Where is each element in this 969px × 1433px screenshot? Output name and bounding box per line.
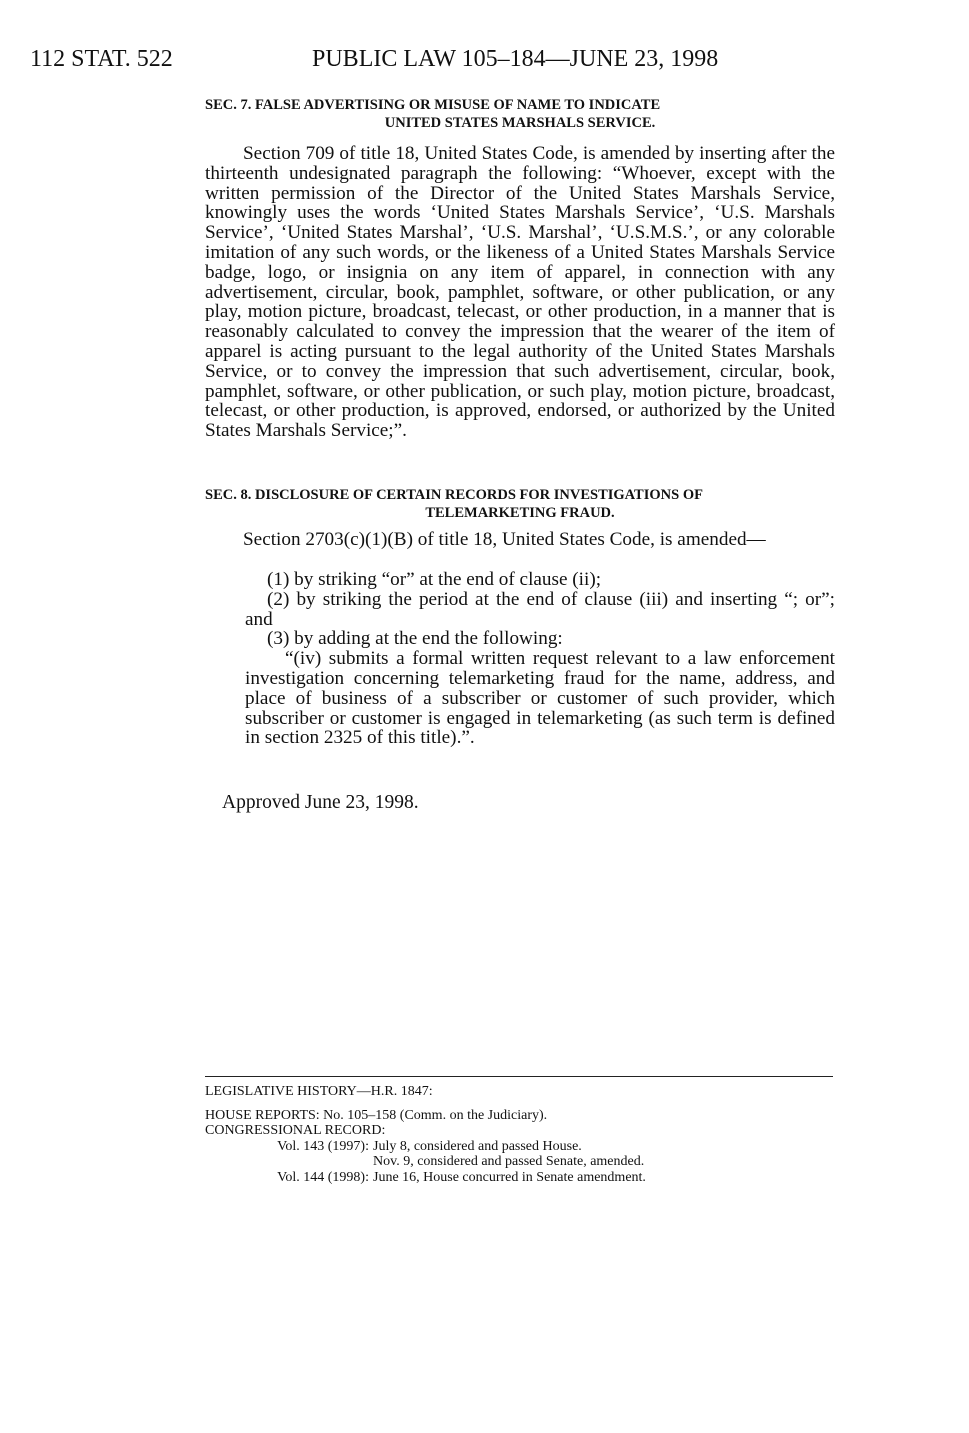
- record-volume: Vol. 143 (1997):: [277, 1138, 369, 1154]
- congressional-record-label: CONGRESSIONAL RECORD:: [205, 1123, 386, 1138]
- section-8-heading-line2: TELEMARKETING FRAUD.: [425, 505, 615, 521]
- clause-3: (3) by adding at the end the following:: [267, 628, 563, 650]
- section-8-heading: [205, 486, 835, 522]
- divider-rule: [205, 1076, 833, 1077]
- clause-2: (2) by striking the period at the end of clause (iii) and inserting “; or”; and: [245, 588, 835, 630]
- record-entry: [205, 1170, 833, 1186]
- section-7-heading: [205, 96, 835, 132]
- statute-page-number: 112 STAT. 522: [30, 46, 173, 72]
- record-volume: Vol. 144 (1998):: [277, 1169, 369, 1185]
- clause-1: (1) by striking “or” at the end of clause (ii);: [267, 569, 602, 590]
- record-volume: [205, 1154, 373, 1170]
- page-header: [30, 46, 730, 76]
- section-8-heading-line1: SEC. 8. DISCLOSURE OF CERTAIN RECORDS FOR INVESTIGATIONS OF: [205, 487, 703, 503]
- section-8-intro: [205, 530, 835, 550]
- approval-date: Approved June 23, 1998.: [222, 792, 419, 813]
- legislative-history-title: LEGISLATIVE HISTORY—H.R. 1847:: [205, 1084, 433, 1099]
- record-text: June 16, House concurred in Senate amendment.: [373, 1169, 646, 1185]
- quoted-clause-iv: “(iv) submits a formal written request relevant to a law enforcement investigation concerning telemarketing fraud for the name, address, and place of business of a subscriber or customer of such provider, which subscriber or customer is engaged in telemarketing (as such term is defined in section 2325 of this title).”.: [245, 648, 835, 749]
- record-text: July 8, considered and passed House.: [373, 1138, 582, 1154]
- legislative-history: [205, 1076, 833, 1185]
- section-8-intro-paragraph: Section 2703(c)(1)(B) of title 18, United States Code, is amended—: [243, 529, 766, 550]
- public-law-title: PUBLIC LAW 105–184—JUNE 23, 1998: [312, 46, 719, 72]
- section-7-paragraph: Section 709 of title 18, United States Code, is amended by inserting after the thirteenth undesignated paragraph the following: “Whoever, except with the written permission of the Director of the United States Marshals Service, knowingly uses the words ‘United States Marshals Service’, ‘U.S. Marshals Service’, ‘United States Marshal’, ‘U.S. Marshal’, ‘U.S.M.S.’, or any colorable imitation of any such words, or the likeness of a United States Marshals Service badge, logo, or insignia on any item of apparel, in connection with any advertisement, circular, book, pamphlet, software, or other publication, or any play, motion picture, broadcast, telecast, or other production, in a manner that is reasonably calculated to convey the impression that the wearer of the item of apparel is acting pursuant to the legal authority of the United States Marshals Service, or to convey the impression that such advertisement, circular, book, pamphlet, software, or other publication, or such play, motion picture, broadcast, telecast, or other production, is approved, endorsed, or authorized by the United States Marshals Service;”.: [205, 143, 835, 442]
- record-entry: [205, 1154, 833, 1170]
- record-text: Nov. 9, considered and passed Senate, amended.: [373, 1154, 645, 1169]
- section-7-body: [205, 144, 835, 441]
- section-7-heading-line2: UNITED STATES MARSHALS SERVICE.: [384, 115, 656, 131]
- record-entry: [205, 1139, 833, 1155]
- section-7-heading-line1: SEC. 7. FALSE ADVERTISING OR MISUSE OF NAME TO INDICATE: [205, 97, 661, 113]
- house-reports: HOUSE REPORTS: No. 105–158 (Comm. on the Judiciary).: [205, 1107, 548, 1123]
- section-8-clauses: [205, 570, 835, 748]
